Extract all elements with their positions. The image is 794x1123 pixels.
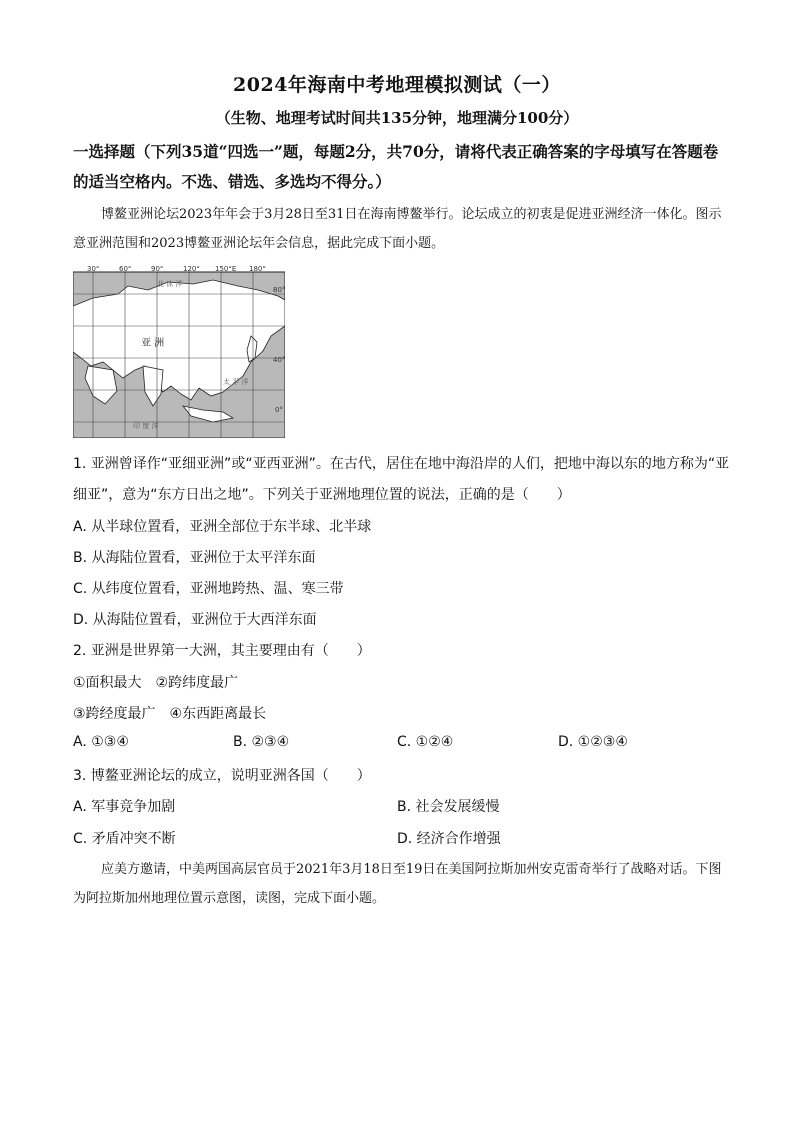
passage-intro-asia: 博鳌亚洲论坛2023年年会于3月28日至31日在海南博鳌举行。论坛成立的初衷是促进亚洲经济一体化。图示意亚洲范围和2023博鳌亚洲论坛年会信息，据此完成下面小题。 [73, 207, 722, 251]
question-2-stem: 2. 亚洲是世界第一大洲，其主要理由有（ ） [73, 643, 371, 659]
question-2-option-b: B. ②③④ [233, 734, 290, 750]
map-lon-label: 90° [151, 266, 164, 273]
question-2-option-d: D. ①②③④ [558, 734, 628, 750]
question-3-stem: 3. 博鳌亚洲论坛的成立，说明亚洲各国（ ） [73, 768, 371, 784]
question-3-option-c: C. 矛盾冲突不断 [73, 831, 176, 847]
map-lon-label: 60° [119, 266, 132, 273]
pacific-ocean-label: 太 平 洋 [223, 378, 249, 386]
map-lon-label: 180° [249, 266, 266, 273]
question-1-stem: 1. 亚洲曾译作“亚细亚洲”或“亚西亚洲”。在古代，居住在地中海沿岸的人们，把地中海以东的地方称为“亚细亚”，意为“东方日出之地”。下列关于亚洲地理位置的说法，正确的是（ ） [73, 456, 730, 503]
map-lon-label: 150°E [215, 266, 237, 273]
question-3-option-b: B. 社会发展缓慢 [397, 799, 500, 815]
map-lon-label: 120° [183, 266, 200, 273]
arctic-ocean-label: 北 冰 洋 [157, 280, 183, 288]
map-lat-label: 40° [273, 356, 285, 364]
map-lat-label: 0° [275, 406, 283, 414]
question-1-option-a: A. 从半球位置看，亚洲全部位于东半球、北半球 [73, 519, 372, 535]
question-3-option-d: D. 经济合作增强 [397, 831, 501, 847]
asia-map [73, 266, 285, 438]
question-2-statement-line: ①面积最大 ②跨纬度最广 [73, 675, 239, 691]
map-lon-label: 30° [87, 266, 100, 273]
question-2-statement-line: ③跨经度最广 ④东西距离最长 [73, 706, 267, 722]
question-1-option-b: B. 从海陆位置看，亚洲位于太平洋东面 [73, 550, 316, 566]
question-2-option-c: C. ①②④ [397, 734, 454, 750]
question-3-option-a: A. 军事竞争加剧 [73, 799, 176, 815]
question-2-option-a: A. ①③④ [73, 734, 129, 750]
asia-region-label: 亚 洲 [141, 338, 165, 349]
question-1-option-c: C. 从纬度位置看，亚洲地跨热、温、寒三带 [73, 581, 344, 597]
map-lat-label: 80° [273, 286, 285, 294]
page-subtitle: （生物、地理考试时间共135分钟，地理满分100分） [215, 109, 579, 127]
page-title: 2024年海南中考地理模拟测试（一） [233, 74, 561, 96]
indian-ocean-label: 印 度 洋 [133, 422, 159, 430]
passage-intro-alaska: 应美方邀请，中美两国高层官员于2021年3月18日至19日在美国阿拉斯加州安克雷奇举行了战略对话。下图为阿拉斯加州地理位置示意图，读图，完成下面小题。 [73, 862, 722, 906]
section-heading: 一选择题（下列35道“四选一”题，每题2分，共70分，请将代表正确答案的字母填写在答题卷的适当空格内。不选、错选、多选均不得分。） [73, 142, 719, 191]
question-1-option-d: D. 从海陆位置看，亚洲位于大西洋东面 [73, 612, 317, 628]
